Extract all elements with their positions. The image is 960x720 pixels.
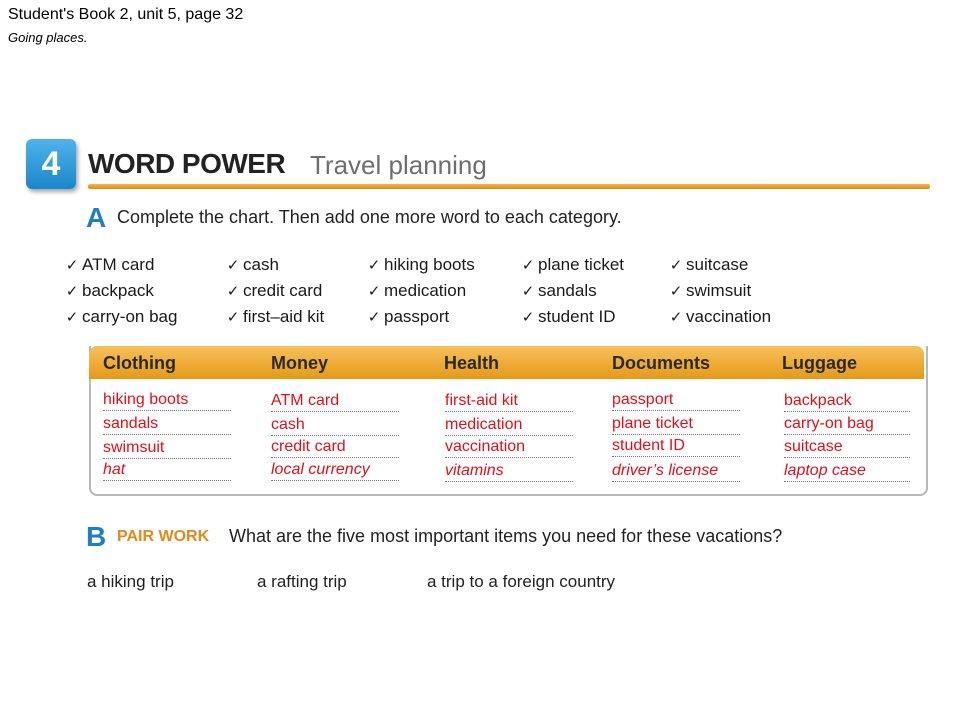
checkmark-icon: ✓ [367,283,381,300]
chart-answer-cell: student ID [612,436,740,457]
section-divider [88,184,930,189]
word-bank-column-5 [666,252,771,330]
trip-option-foreign-country: a trip to a foreign country [427,572,616,591]
page-header-subtitle: Going places. [8,30,88,45]
word-bank-word: first–aid kit [243,307,325,326]
checkmark-icon: ✓ [65,309,79,326]
chart-answer-cell: vaccination [445,437,573,458]
word-bank-word: medication [384,281,467,300]
checkmark-icon: ✓ [65,257,79,274]
chart-answer-cell: ATM card [271,391,399,412]
chart-answer-cell: sandals [103,414,231,435]
word-bank-word: passport [384,307,450,326]
word-bank-column-4 [518,252,624,330]
chart-answer-cell: suitcase [784,437,910,458]
word-bank-item [666,252,771,278]
page-header-title: Student's Book 2, unit 5, page 32 [8,6,244,23]
word-bank-word: sandals [538,281,597,300]
checkmark-icon: ✓ [367,309,381,326]
trip-option-rafting: a rafting trip [257,572,347,591]
chart-answer-cell: credit card [271,437,399,458]
word-bank-item [62,252,177,278]
chart-answer-cell: swimsuit [103,438,231,459]
part-b-question: What are the five most important items you need for these vacations? [229,526,783,546]
word-bank-word: swimsuit [686,281,752,300]
word-bank-item [62,304,177,330]
part-a-letter: A [86,202,107,233]
word-bank-word: vaccination [686,307,772,326]
chart-answer-cell: hiking boots [103,390,231,411]
part-a-instruction: Complete the chart. Then add one more word to each category. [117,207,622,227]
word-bank-word: student ID [538,307,616,326]
word-bank-item [364,278,475,304]
word-bank-word: credit card [243,281,323,300]
chart-answer-cell: carry-on bag [784,414,910,435]
chart-header-money: Money [271,353,329,373]
chart-answer-cell: first-aid kit [445,391,573,412]
chart-header-clothing: Clothing [103,353,176,373]
chart-answer-cell: hat [103,460,231,481]
chart-answer-cell: driver’s license [612,461,740,482]
word-bank-column-1 [62,252,177,330]
section-number-badge: 4 [26,139,76,189]
word-bank-word: suitcase [686,255,749,274]
checkmark-icon: ✓ [669,257,683,274]
chart-answer-cell: vitamins [445,461,573,482]
checkmark-icon: ✓ [521,257,535,274]
pair-work-label: PAIR WORK [117,528,210,545]
word-bank-word: ATM card [82,255,155,274]
word-bank-column-3 [364,252,475,330]
word-bank-item [62,278,177,304]
checkmark-icon: ✓ [669,309,683,326]
chart-answer-cell: local currency [271,460,399,481]
word-bank-item [518,278,624,304]
chart-answer-cell: plane ticket [612,414,740,435]
word-bank-item [223,252,324,278]
word-bank-word: plane ticket [538,255,624,274]
word-bank-item [666,278,771,304]
word-bank-item [518,304,624,330]
word-bank-item [666,304,771,330]
trip-option-hiking: a hiking trip [87,572,174,591]
chart-answer-cell: passport [612,390,740,411]
word-bank-word: carry-on bag [82,307,178,326]
word-bank-item [518,252,624,278]
checkmark-icon: ✓ [226,283,240,300]
section-subtitle: Travel planning [310,150,487,180]
word-bank-item [364,252,475,278]
checkmark-icon: ✓ [669,283,683,300]
part-b-letter: B [86,521,107,552]
word-bank-item [364,304,475,330]
chart-answer-cell: backpack [784,391,910,412]
checkmark-icon: ✓ [226,309,240,326]
word-bank-word: hiking boots [384,255,475,274]
word-bank-column-2 [223,252,324,330]
section-title: WORD POWER [88,148,286,179]
word-bank-word: cash [243,255,279,274]
checkmark-icon: ✓ [65,283,79,300]
checkmark-icon: ✓ [521,309,535,326]
word-bank-word: backpack [82,281,154,300]
checkmark-icon: ✓ [367,257,381,274]
chart-header-luggage: Luggage [782,353,857,373]
chart-answer-cell: medication [445,415,573,436]
word-bank-item [223,304,324,330]
chart-answer-cell: cash [271,415,399,436]
chart-answer-cell: laptop case [784,461,910,482]
word-bank-item [223,278,324,304]
chart-header-health: Health [444,353,500,373]
chart-header-documents: Documents [612,353,711,373]
checkmark-icon: ✓ [226,257,240,274]
checkmark-icon: ✓ [521,283,535,300]
